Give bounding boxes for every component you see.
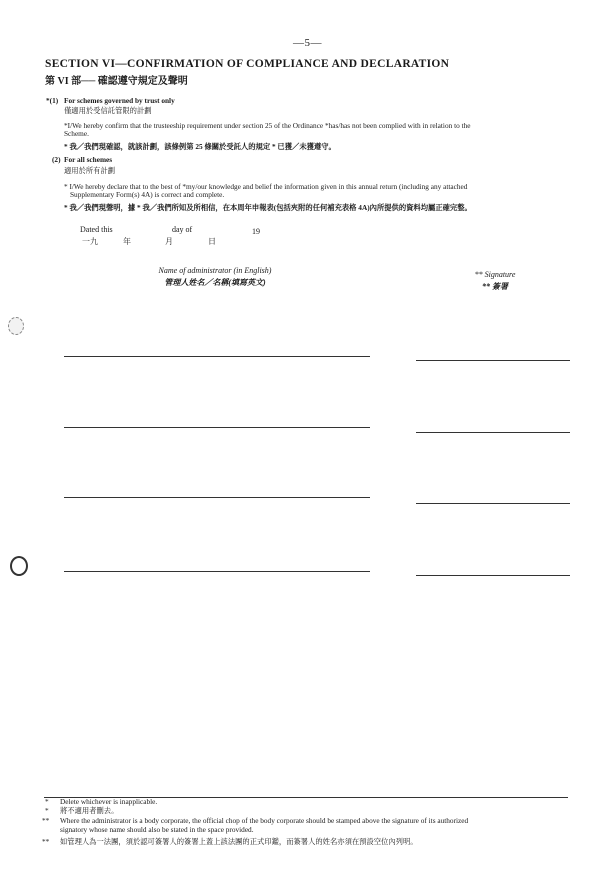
name-line-2[interactable] <box>64 427 370 428</box>
signature-line-2[interactable] <box>416 432 570 433</box>
part2-heading-en: For all schemes <box>64 155 113 164</box>
punch-hole-icon <box>10 556 28 576</box>
part1-text-zh: * 我／我們現確認，就該計劃，該條例第 25 條關於受託人的規定 * 已獲／未獲遵守。 <box>64 142 336 151</box>
part1-text-en-1: *I/We hereby confirm that the trusteeship requirement under section 25 of the Ordinance *has/has not been complied with in relation to the <box>64 121 471 130</box>
administrator-name-heading-en: Name of administrator (in English) <box>158 266 272 275</box>
punch-hole-icon <box>8 317 24 335</box>
section-title-zh: 第 VI 部── 確認遵守規定及聲明 <box>45 76 188 87</box>
year-prefix: 19 <box>252 227 260 236</box>
footnote-text: Delete whichever is inapplicable. <box>60 797 158 806</box>
zh-day-char: 日 <box>208 237 216 246</box>
name-line-1[interactable] <box>64 356 370 357</box>
dated-this-label: Dated this <box>80 225 113 234</box>
zh-year-prefix: 一九 <box>82 237 98 246</box>
footnote-text: signatory whose name should also be stated in the space provided. <box>60 825 254 834</box>
part1-heading-en: For schemes governed by trust only <box>64 96 175 105</box>
day-of-label: day of <box>172 225 193 234</box>
signature-line-3[interactable] <box>416 503 570 504</box>
footnote-text: 將不適用者刪去。 <box>60 806 119 815</box>
page-number: —5— <box>293 37 322 49</box>
part1-text-en-2: Scheme. <box>64 129 89 138</box>
signature-line-1[interactable] <box>416 360 570 361</box>
zh-year-char: 年 <box>123 237 131 246</box>
section-title-en: SECTION VI—CONFIRMATION OF COMPLIANCE AND DECLARATION <box>45 58 450 70</box>
footnote-marker: ** <box>42 816 50 825</box>
part1-heading-zh: 僅適用於受信託管限的計劃 <box>64 106 152 115</box>
signature-heading-en: ** Signature <box>474 270 516 279</box>
zh-month-char: 月 <box>165 237 173 246</box>
part2-marker: (2) <box>52 155 61 164</box>
part2-text-zh: * 我／我們現聲明，據 * 我／我們所知及所相信，在本周年申報表(包括夾附的任何補充表格 4A)內所提供的資料均屬正確完整。 <box>64 203 472 212</box>
footnote-marker: * <box>45 797 49 806</box>
name-line-4[interactable] <box>64 571 370 572</box>
footnote-text: 如管理人為一法團，須於認可簽署人的簽署上蓋上該法團的正式印鑑，而簽署人的姓名亦須在預設空位內列明。 <box>60 837 418 846</box>
footnote-text: Where the administrator is a body corporate, the official chop of the body corporate should be stamped above the signature of its authorized <box>60 816 469 825</box>
part2-text-en-1: * I/We hereby declare that to the best of *my/our knowledge and belief the information given in this annual return (including any attached <box>64 182 468 191</box>
part1-marker: *(1) <box>46 96 59 105</box>
part2-text-en-2: Supplementary Form(s) 4A) is correct and complete. <box>70 190 225 199</box>
name-line-3[interactable] <box>64 497 370 498</box>
footnote-marker: * <box>45 806 49 815</box>
administrator-name-heading-zh: 管理人姓名／名稱(填寫英文) <box>164 278 266 287</box>
signature-line-4[interactable] <box>416 575 570 576</box>
part2-heading-zh: 適用於所有計劃 <box>64 166 116 175</box>
footnote-marker: ** <box>42 837 50 846</box>
signature-heading-zh: ** 簽署 <box>482 282 508 291</box>
